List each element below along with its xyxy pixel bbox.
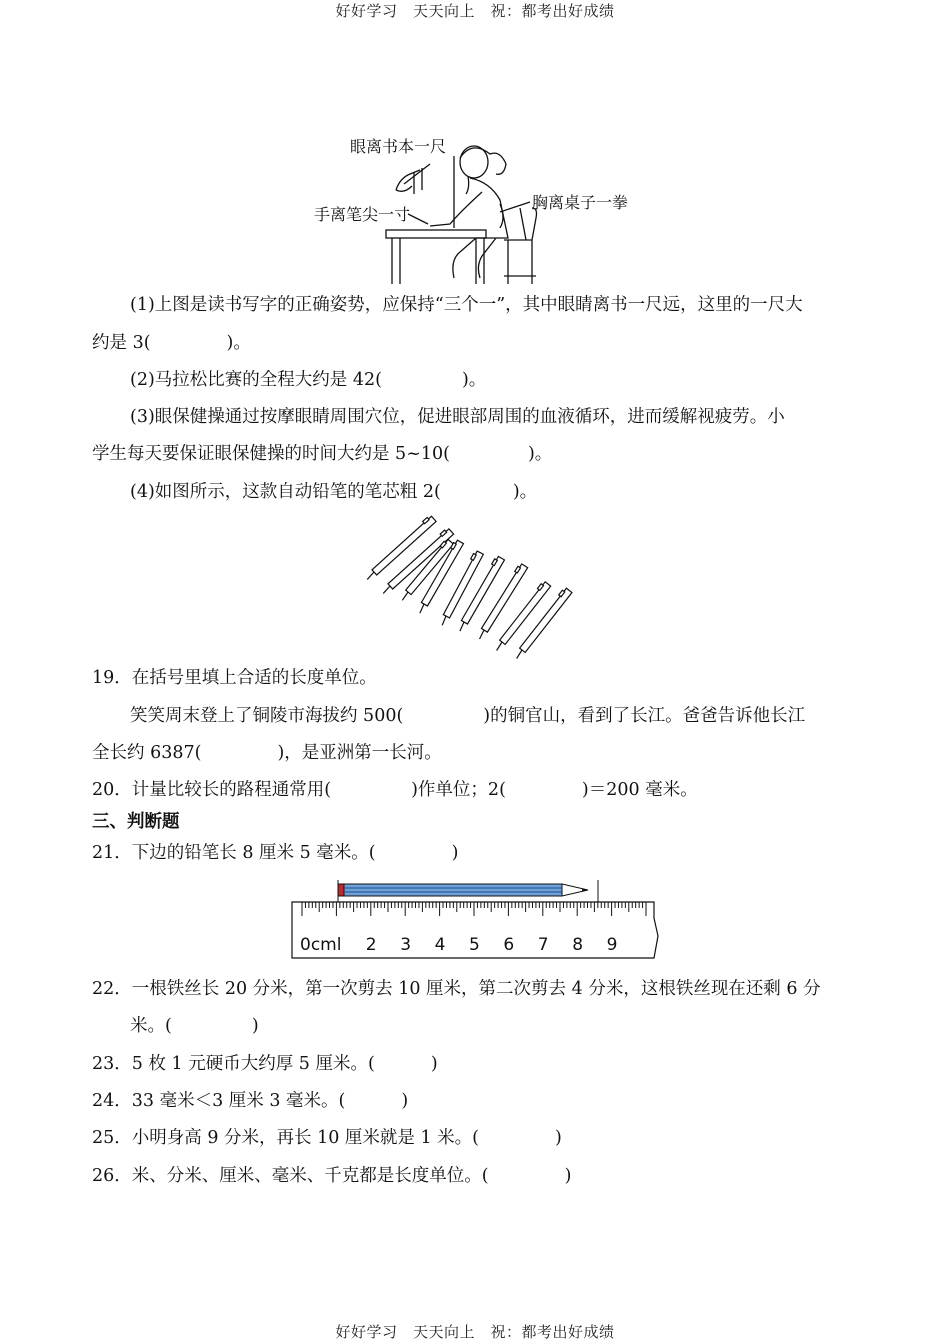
pencil-8-icon	[492, 581, 551, 653]
q24-close: )	[401, 1091, 409, 1111]
q20	[92, 778, 698, 802]
q19-line2	[92, 741, 442, 765]
q18-part2-suffix: )。	[461, 370, 487, 390]
q23-text: 23．5 枚 1 元硬币大约厚 5 厘米。(	[92, 1054, 375, 1074]
q18-part1-line2	[92, 331, 251, 355]
q18-part1-prefix: 约是 3(	[92, 333, 151, 353]
q21	[92, 841, 458, 865]
q20-part-a: 20．计量比较长的路程通常用(	[92, 780, 332, 800]
q22-line1: 22．一根铁丝长 20 分米，第一次剪去 10 厘米，第二次剪去 4 分米，这根铁丝现在还剩 6 分	[92, 979, 821, 999]
ruler-number: 4	[434, 935, 446, 955]
q18-part4-suffix: )。	[512, 482, 538, 502]
ruler-number: 8	[572, 935, 584, 955]
q18-part1-suffix: )。	[226, 333, 251, 353]
q23	[92, 1052, 438, 1076]
pencils-illustration	[360, 510, 590, 660]
q20-part-c: )＝200 毫米。	[581, 780, 698, 800]
q26-text: 26．米、分米、厘米、毫米、千克都是长度单位。(	[92, 1166, 489, 1186]
q18-part3-suffix: )。	[527, 444, 553, 464]
page-header: 好好学习 天天向上 祝：都考出好成绩	[335, 2, 615, 20]
q22-close: )	[251, 1016, 259, 1036]
q25	[92, 1126, 562, 1150]
label-chest-distance: 胸离桌子一拳	[532, 193, 629, 212]
q25-close: )	[555, 1128, 562, 1148]
q18-part4-prefix: (4)如图所示，这款自动铅笔的笔芯粗 2(	[130, 482, 441, 502]
q22-line2-prefix: 米。(	[130, 1016, 172, 1036]
q22-line2	[130, 1014, 259, 1038]
ruler-number: 3	[400, 935, 412, 955]
q21-text: 21．下边的铅笔长 8 厘米 5 毫米。(	[92, 843, 376, 863]
q18-part3-line2	[92, 442, 552, 466]
posture-illustration	[300, 128, 650, 288]
q21-close: )	[451, 843, 459, 863]
label-hand-distance: 手离笔尖一寸	[314, 205, 411, 224]
pencil-5-icon	[437, 550, 483, 627]
ruler-number: 7	[537, 935, 549, 955]
q18-part2	[130, 368, 486, 392]
pencil-icon	[338, 884, 588, 896]
ruler-number: 2	[365, 935, 377, 955]
ruler-number: 5	[469, 935, 480, 955]
q24-text: 24．33 毫米＜3 厘米 3 毫米。(	[92, 1091, 346, 1111]
q24	[92, 1089, 408, 1113]
q18-part3-prefix: 学生每天要保证眼保健操的时间大约是 5~10(	[92, 444, 450, 464]
q25-text: 25．小明身高 9 分米，再长 10 厘米就是 1 米。(	[92, 1128, 480, 1148]
q19-line2-suffix: )，是亚洲第一长河。	[277, 743, 442, 763]
q20-part-b: )作单位；2(	[411, 780, 506, 800]
q19-line1-suffix: )的铜官山，看到了长江。爸爸告诉他长江	[483, 706, 806, 726]
label-eye-distance: 眼离书本一尺	[350, 137, 447, 156]
q19-line1-prefix: 笑笑周末登上了铜陵市海拔约 500(	[130, 706, 404, 726]
q19-line2-prefix: 全长约 6387(	[92, 743, 202, 763]
section-3-heading: 三、判断题	[92, 812, 180, 832]
ruler-number: 9	[606, 935, 618, 955]
ruler-zero-label: 0cml	[300, 935, 342, 955]
q26-close: )	[564, 1166, 572, 1186]
q23-close: )	[430, 1054, 438, 1074]
q18-part3-line1: (3)眼保健操通过按摩眼睛周围穴位，促进眼部周围的血液循环，进而缓解视疲劳。小	[130, 407, 785, 427]
q19-title: 19．在括号里填上合适的长度单位。	[92, 668, 377, 688]
q19-line1	[130, 704, 805, 728]
ruler-illustration	[288, 876, 660, 962]
ruler-number: 6	[503, 935, 515, 955]
pencil-7-icon	[474, 563, 527, 641]
q18-part4	[130, 480, 537, 504]
page-footer: 好好学习 天天向上 祝：都考出好成绩	[335, 1323, 615, 1341]
q26	[92, 1164, 571, 1188]
q18-part2-prefix: (2)马拉松比赛的全程大约是 42(	[130, 370, 382, 390]
q18-part1-line1: (1)上图是读书写字的正确姿势，应保持“三个一”，其中眼睛离书一尺远，这里的一尺大	[130, 295, 803, 315]
